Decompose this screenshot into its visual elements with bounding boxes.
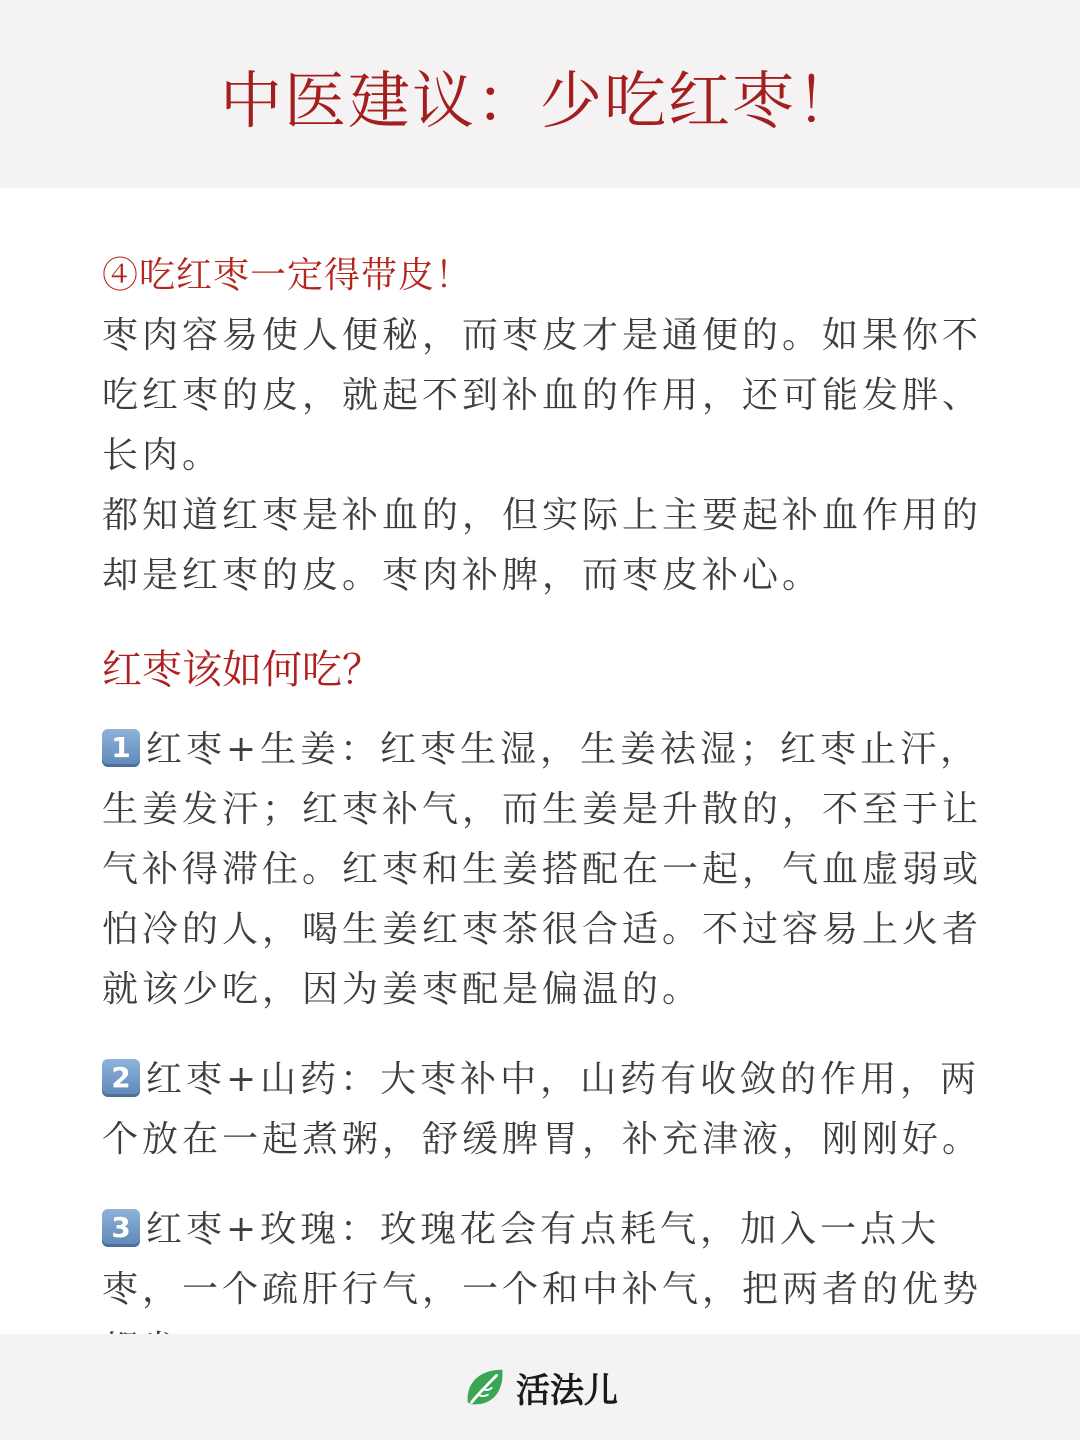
header-banner [0,0,1080,188]
list-item-text: 红枣+山药：大枣补中，山药有收敛的作用，两个放在一起煮粥，舒缓脾胃，补充津液，刚刚好。 [102,1059,983,1160]
section-heading: ④吃红枣一定得带皮！ [102,255,473,296]
keycap-number-2-icon: 2 [102,1059,140,1097]
article-body [102,246,984,1410]
list-item [102,1050,984,1170]
subsection-title: 红枣该如何吃？ [102,647,382,693]
brand-name: 活法儿 [516,1370,618,1411]
keycap-number-1-icon: 1 [102,729,140,767]
page-title: 中医建议：少吃红枣！ [219,63,860,137]
list-item [102,720,984,1020]
footer-bar [0,1334,1080,1440]
paragraph: 枣肉容易使人便秘，而枣皮才是通便的。如果你不吃红枣的皮，就起不到补血的作用，还可能发胖、长肉。 [102,315,983,476]
list-item-text: 红枣+生姜：红枣生湿，生姜祛湿；红枣止汗，生姜发汗；红枣补气，而生姜是升散的，不至于让气补得滞住。红枣和生姜搭配在一起，气血虚弱或怕冷的人，喝生姜红枣茶很合适。不过容易上火者就该少吃，因为姜枣配是偏温的。 [102,729,983,1010]
leaf-icon [462,1364,508,1410]
keycap-number-3-icon: 3 [102,1209,140,1247]
list-item-text: 红枣+玫瑰：玫瑰花会有点耗气，加入一点大枣，一个疏肝行气，一个和中补气，把两者的优势 [102,1209,983,1310]
brand-logo [462,1363,618,1412]
paragraph: 都知道红枣是补血的，但实际上主要起补血作用的却是红枣的皮。枣肉补脾，而枣皮补心。 [102,495,983,596]
